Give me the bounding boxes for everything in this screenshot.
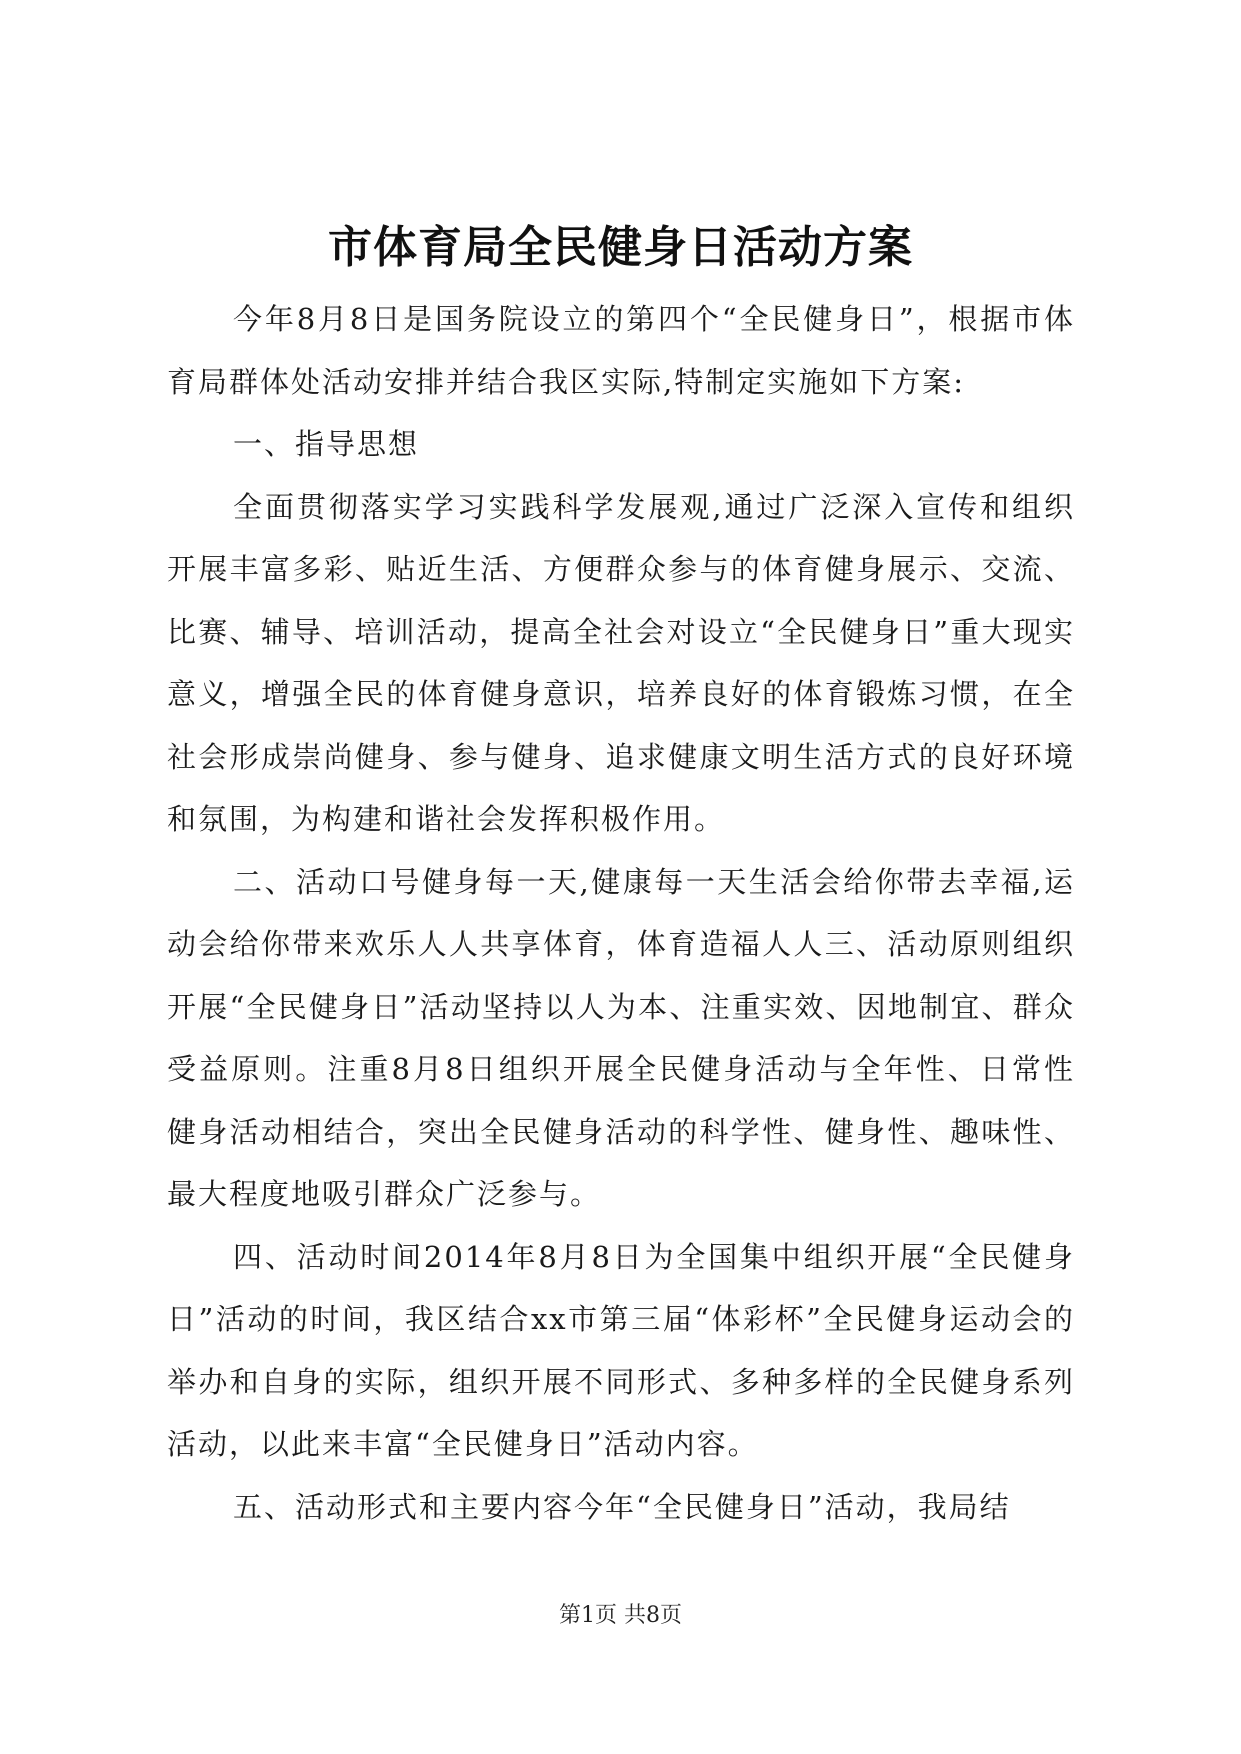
paragraph-slogan-principles: 二、活动口号健身每一天,健康每一天生活会给你带去幸福,运动会给你带来欢乐人人共享体育，体育造福人人三、活动原则组织开展“全民健身日”活动坚持以人为本、注重实效、因地制宜、群众受益原则。注重8月8日组织开展全民健身活动与全年性、日常性健身活动相结合，突出全民健身活动的科学性、健身性、趣味性、最大程度地吸引群众广泛参与。 [167,864,1075,1211]
paragraph-heading-guiding-ideology: 一、指导思想 [233,427,420,461]
paragraph-activity-time: 四、活动时间2014年8月8日为全国集中组织开展“全民健身日”活动的时间，我区结合xx市第三届“体彩杯”全民健身运动会的举办和自身的实际，组织开展不同形式、多种多样的全民健身系列活动，以此来丰富“全民健身日”活动内容。 [167,1239,1075,1461]
document-body [167,288,1075,1538]
paragraph-intro: 今年8月8日是国务院设立的第四个“全民健身日”，根据市体育局群体处活动安排并结合我区实际,特制定实施如下方案: [167,302,1075,399]
paragraph-activity-form: 五、活动形式和主要内容今年“全民健身日”活动，我局结 [233,1489,1011,1524]
page-footer: 第1页 共8页 [559,1603,682,1628]
paragraph-guiding-ideology: 全面贯彻落实学习实践科学发展观,通过广泛深入宣传和组织开展丰富多彩、贴近生活、方便群众参与的体育健身展示、交流、比赛、辅导、培训活动，提高全社会对设立“全民健身日”重大现实意义，增强全民的体育健身意识，培养良好的体育锻炼习惯，在全社会形成崇尚健身、参与健身、追求健康文明生活方式的良好环境和氛围，为构建和谐社会发挥积极作用。 [167,489,1075,836]
document-title: 市体育局全民健身日活动方案 [328,222,913,273]
